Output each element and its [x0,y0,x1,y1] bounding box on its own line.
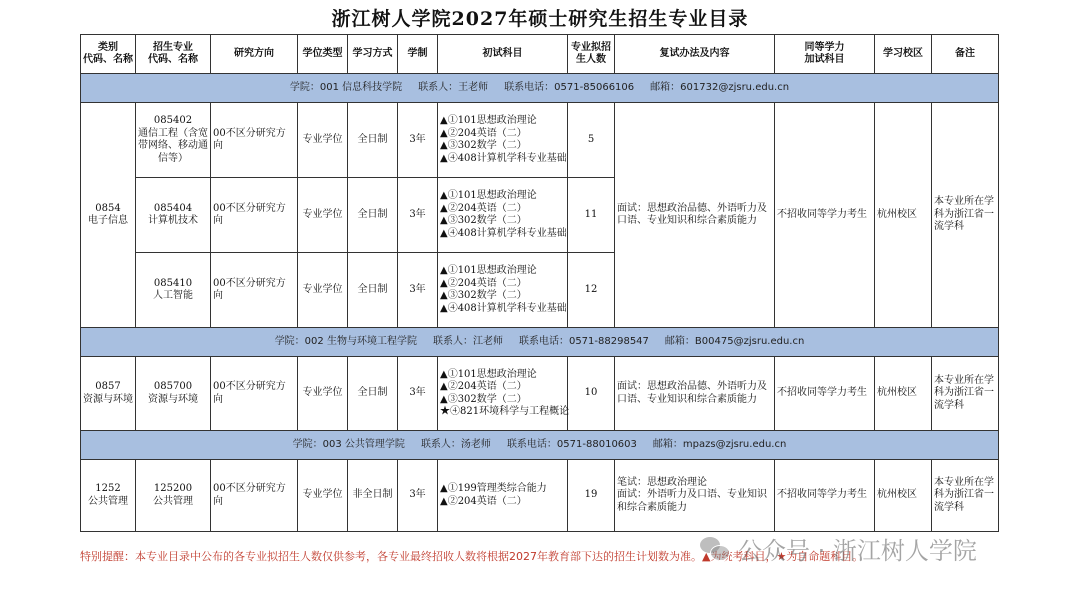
header-cell: 专业拟招 生人数 [568,35,615,74]
college-email: 邮箱：mpazs@zjsru.edu.cn [652,438,787,450]
page-title: 浙江树人学院2027年硕士研究生招生专业目录 [331,8,749,30]
exam-subject: ▲②204英语（二） [440,495,527,507]
college-row [81,328,999,357]
major-cell: 085402 通信工程（含宽带网络、移动通信等） [136,103,211,178]
header-cell: 学习方式 [348,35,398,74]
exam-subjects-cell [438,460,568,532]
college-phone: 联系电话：0571-85066106 [504,81,635,93]
direction-cell: 00不区分研究方向 [211,103,298,178]
degree-cell: 专业学位 [298,460,348,532]
college-contact: 联系人：王老师 [418,81,489,93]
header-cell: 初试科目 [438,35,568,74]
exam-subject: ▲③302数学（二） [440,393,527,405]
mode-cell: 非全日制 [348,460,398,532]
college-email: 邮箱：601732@zjsru.edu.cn [650,81,790,93]
exam-subject: ▲①199管理类综合能力 [440,483,547,494]
remark-cell: 本专业所在学科为浙江省一流学科 [932,460,999,532]
degree-cell: 专业学位 [298,178,348,253]
exam-subject: ▲②204英语（二） [440,202,527,214]
direction-cell: 00不区分研究方向 [211,357,298,431]
major-cell: 085700 资源与环境 [136,357,211,431]
years-cell: 3年 [398,178,438,253]
college-row [81,74,999,103]
college-phone: 联系电话：0571-88298547 [518,335,649,347]
watermark-text: 公众号 · 浙江树人学院 [738,536,977,565]
header-cell: 备注 [932,35,999,74]
wechat-watermark [700,530,977,566]
exam-subject: ▲③302数学（二） [440,290,527,301]
quota-cell: 12 [568,253,615,328]
catalog-table [80,34,999,532]
exam-subject: ▲③302数学（二） [440,140,527,151]
exam-subject: ▲②204英语（二） [440,381,527,392]
exam-subject: ▲②204英语（二） [440,277,527,289]
exam-subject: ★④821环境科学与工程概论 [440,406,570,417]
direction-cell: 00不区分研究方向 [211,460,298,532]
major-cell: 085404 计算机技术 [136,178,211,253]
years-cell: 3年 [398,103,438,178]
exam-subject: ▲③302数学（二） [440,215,527,226]
exam-subject: ▲①101思想政治理论 [440,265,537,276]
campus-cell: 杭州校区 [875,357,932,431]
major-cell: 085410 人工智能 [136,253,211,328]
retest-cell: 面试：思想政治品德、外语听力及口语、专业知识和综合素质能力 [615,103,775,328]
header-cell: 同等学力 加试科目 [775,35,875,74]
degree-cell: 专业学位 [298,357,348,431]
exam-subjects-cell [438,178,568,253]
equivalent-cell: 不招收同等学力考生 [775,460,875,532]
degree-cell: 专业学位 [298,253,348,328]
category-cell: 1252 公共管理 [81,460,136,532]
quota-cell: 11 [568,178,615,253]
mode-cell: 全日制 [348,357,398,431]
mode-cell: 全日制 [348,103,398,178]
table-row [81,357,999,431]
college-phone: 联系电话：0571-88010603 [506,438,637,450]
header-cell: 学位类型 [298,35,348,74]
category-cell: 0854 电子信息 [81,103,136,328]
college-contact: 联系人：江老师 [432,335,503,347]
exam-subject: ▲④408计算机学科专业基础 [440,152,567,164]
equivalent-cell: 不招收同等学力考生 [775,103,875,328]
exam-subjects-cell [438,357,568,431]
table-row [81,460,999,532]
college-info [81,431,999,460]
wechat-icon [700,533,730,563]
header-row [81,35,999,74]
exam-subject: ▲④408计算机学科专业基础 [440,227,567,239]
exam-subject: ▲①101思想政治理论 [440,115,537,126]
campus-cell: 杭州校区 [875,103,932,328]
header-cell: 招生专业 代码、名称 [136,35,211,74]
college-name: 学院：002 生物与环境工程学院 [274,335,417,347]
exam-subject: ▲①101思想政治理论 [440,190,537,201]
years-cell: 3年 [398,357,438,431]
college-name: 学院：003 公共管理学院 [292,438,405,450]
college-info [81,74,999,103]
table-row [81,103,999,178]
header-cell: 学习校区 [875,35,932,74]
exam-subject: ▲①101思想政治理论 [440,368,537,380]
college-email: 邮箱：B00475@zjsru.edu.cn [664,335,805,347]
equivalent-cell: 不招收同等学力考生 [775,357,875,431]
mode-cell: 全日制 [348,253,398,328]
direction-cell: 00不区分研究方向 [211,178,298,253]
quota-cell: 19 [568,460,615,532]
quota-cell: 10 [568,357,615,431]
college-contact: 联系人：汤老师 [420,438,491,450]
college-info [81,328,999,357]
degree-cell: 专业学位 [298,103,348,178]
retest-cell: 笔试：思想政治理论 面试：外语听力及口语、专业知识和综合素质能力 [615,460,775,532]
direction-cell: 00不区分研究方向 [211,253,298,328]
years-cell: 3年 [398,460,438,532]
exam-subject: ▲②204英语（二） [440,127,527,139]
exam-subject: ▲④408计算机学科专业基础 [440,302,567,314]
exam-subjects-cell [438,103,568,178]
exam-subjects-cell [438,253,568,328]
years-cell: 3年 [398,253,438,328]
header-cell: 类别 代码、名称 [81,35,136,74]
retest-cell: 面试：思想政治品德、外语听力及口语、专业知识和综合素质能力 [615,357,775,431]
college-name: 学院：001 信息科技学院 [289,81,403,93]
header-cell: 复试办法及内容 [615,35,775,74]
campus-cell: 杭州校区 [875,460,932,532]
header-cell: 研究方向 [211,35,298,74]
remark-cell: 本专业所在学科为浙江省一流学科 [932,103,999,328]
quota-cell: 5 [568,103,615,178]
mode-cell: 全日制 [348,178,398,253]
remark-cell: 本专业所在学科为浙江省一流学科 [932,357,999,431]
college-row [81,431,999,460]
special-note: 特别提醒：本专业目录中公布的各专业拟招生人数仅供参考，各专业最终招收人数将根据2027年教育部下达的招生计划数为准。▲为统考科目，★为自命题科目。 [80,550,864,563]
header-cell: 学制 [398,35,438,74]
category-cell: 0857 资源与环境 [81,357,136,431]
major-cell: 125200 公共管理 [136,460,211,532]
